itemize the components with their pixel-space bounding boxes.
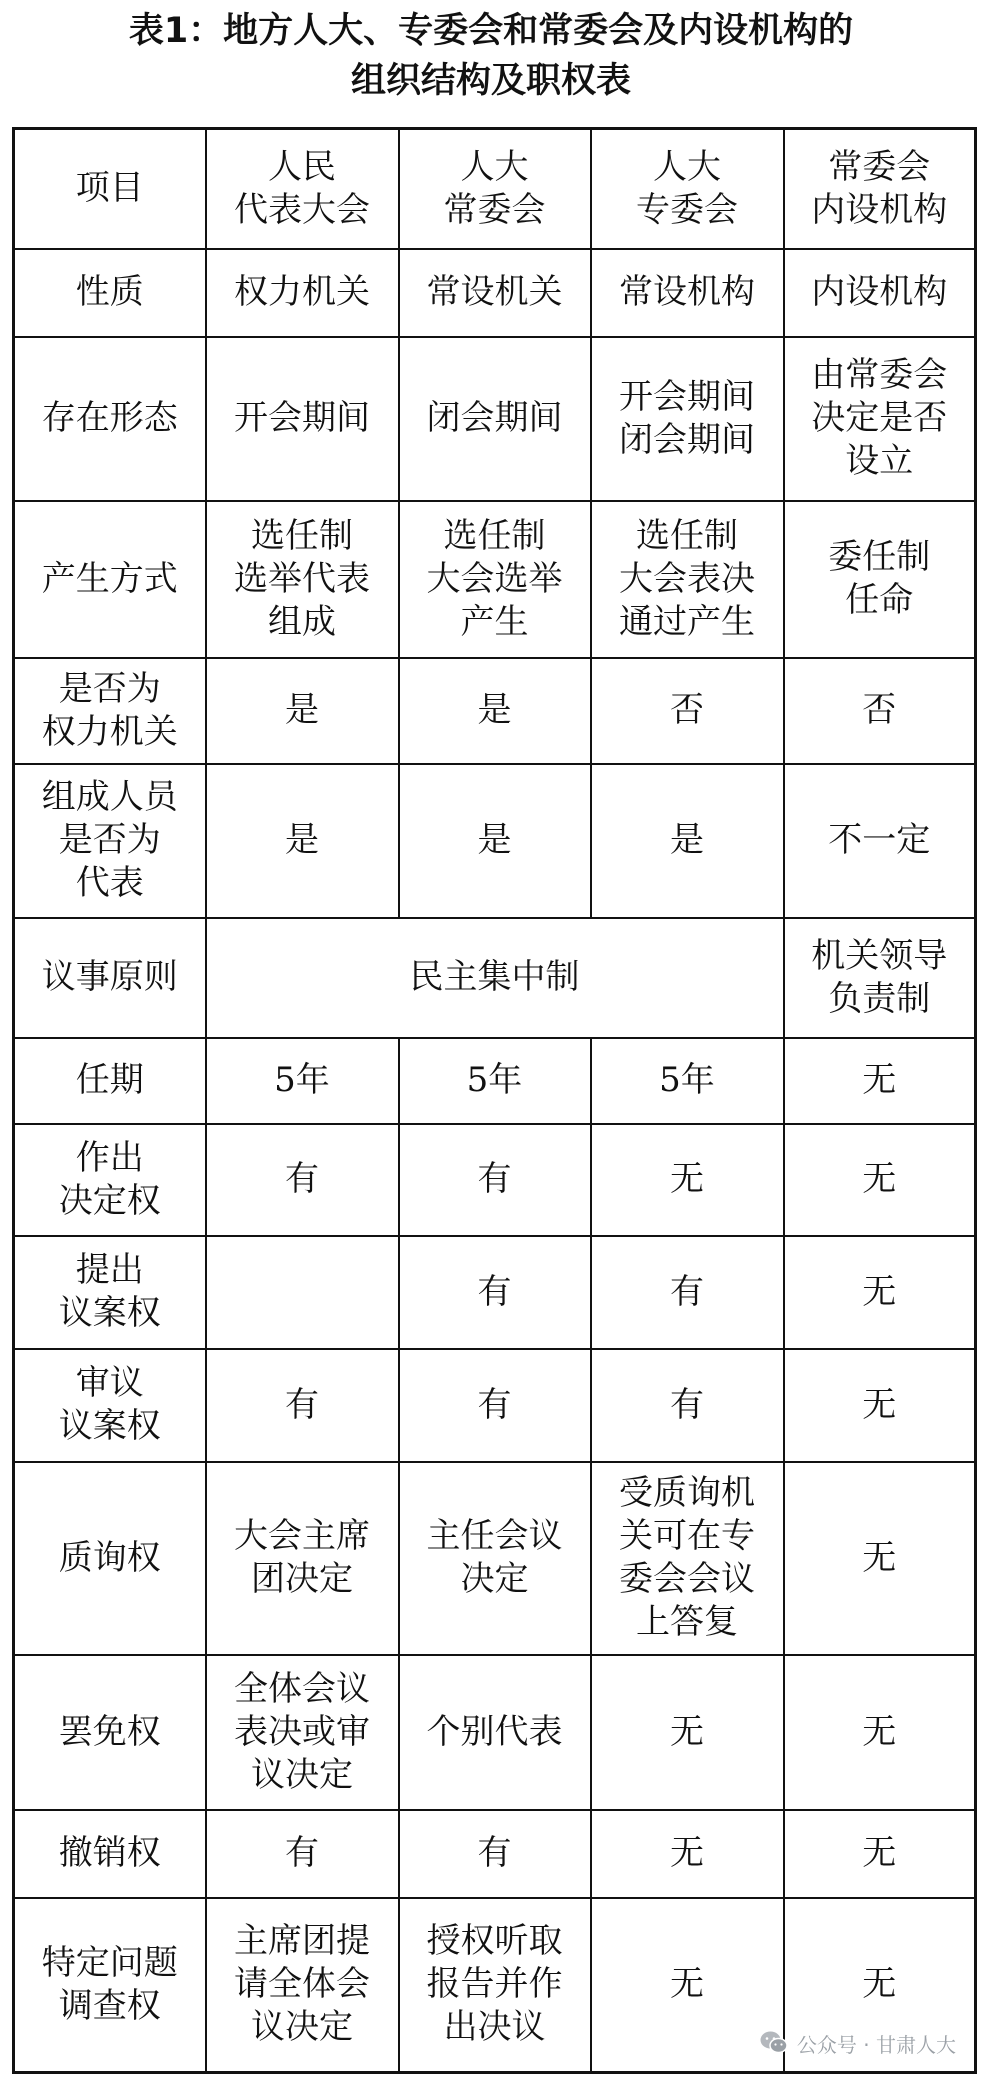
table-cell: 选任制 大会表决 通过产生 bbox=[591, 501, 784, 658]
table-header-row bbox=[14, 129, 976, 249]
table-cell: 内设机构 bbox=[784, 249, 976, 337]
watermark-text: 公众号 · 甘肃人大 bbox=[796, 2032, 956, 2057]
table-row bbox=[14, 1236, 976, 1349]
table-cell: 无 bbox=[591, 1124, 784, 1236]
row-label: 作出 决定权 bbox=[14, 1124, 206, 1236]
table-cell: 有 bbox=[206, 1810, 399, 1898]
table-cell: 有 bbox=[591, 1236, 784, 1349]
table-cell: 无 bbox=[591, 1898, 784, 2073]
table-cell: 无 bbox=[784, 1898, 976, 2073]
header-cell: 人大 专委会 bbox=[591, 129, 784, 249]
table-row bbox=[14, 918, 976, 1038]
table-row bbox=[14, 1124, 976, 1236]
wechat-icon bbox=[759, 2030, 789, 2056]
table-cell: 是 bbox=[591, 764, 784, 918]
table-cell: 机关领导 负责制 bbox=[784, 918, 976, 1038]
row-label: 提出 议案权 bbox=[14, 1236, 206, 1349]
table-cell: 否 bbox=[591, 658, 784, 764]
table-cell: 无 bbox=[784, 1236, 976, 1349]
title-line-2: 组织结构及职权表 bbox=[350, 61, 631, 101]
table-row bbox=[14, 1810, 976, 1898]
table-cell: 无 bbox=[784, 1655, 976, 1810]
document-title bbox=[0, 6, 982, 106]
table-cell: 主任会议 决定 bbox=[399, 1462, 591, 1655]
table-row bbox=[14, 658, 976, 764]
table-cell: 无 bbox=[784, 1124, 976, 1236]
table-row bbox=[14, 337, 976, 501]
table-cell: 有 bbox=[591, 1349, 784, 1462]
table-cell: 是 bbox=[399, 764, 591, 918]
table-cell: 有 bbox=[206, 1124, 399, 1236]
table-cell: 有 bbox=[206, 1349, 399, 1462]
header-cell: 人大 常委会 bbox=[399, 129, 591, 249]
table-cell: 个别代表 bbox=[399, 1655, 591, 1810]
table-cell: 常设机构 bbox=[591, 249, 784, 337]
row-label: 议事原则 bbox=[14, 918, 206, 1038]
table-row bbox=[14, 501, 976, 658]
table-cell: 5年 bbox=[591, 1038, 784, 1124]
table-cell: 有 bbox=[399, 1349, 591, 1462]
header-cell: 人民 代表大会 bbox=[206, 129, 399, 249]
table-cell: 委任制 任命 bbox=[784, 501, 976, 658]
table-cell: 有 bbox=[399, 1810, 591, 1898]
row-label: 罢免权 bbox=[14, 1655, 206, 1810]
table-cell: 大会主席 团决定 bbox=[206, 1462, 399, 1655]
table-cell: 有 bbox=[399, 1124, 591, 1236]
row-label: 是否为 权力机关 bbox=[14, 658, 206, 764]
table-cell: 权力机关 bbox=[206, 249, 399, 337]
table-cell: 开会期间 bbox=[206, 337, 399, 501]
table-row bbox=[14, 1349, 976, 1462]
table-cell: 有 bbox=[399, 1236, 591, 1349]
row-label: 审议 议案权 bbox=[14, 1349, 206, 1462]
table-cell: 由常委会 决定是否 设立 bbox=[784, 337, 976, 501]
header-cell: 常委会 内设机构 bbox=[784, 129, 976, 249]
table-cell: 不一定 bbox=[784, 764, 976, 918]
table-cell: 授权听取 报告并作 出决议 bbox=[399, 1898, 591, 2073]
table-cell: 选任制 大会选举 产生 bbox=[399, 501, 591, 658]
table-cell: 常设机关 bbox=[399, 249, 591, 337]
table-cell bbox=[206, 1236, 399, 1349]
row-label: 特定问题 调查权 bbox=[14, 1898, 206, 2073]
watermark bbox=[759, 2026, 956, 2060]
table-cell: 是 bbox=[206, 658, 399, 764]
table-cell: 是 bbox=[399, 658, 591, 764]
table-cell: 无 bbox=[784, 1038, 976, 1124]
table-cell: 无 bbox=[784, 1810, 976, 1898]
row-label: 产生方式 bbox=[14, 501, 206, 658]
row-label: 撤销权 bbox=[14, 1810, 206, 1898]
table-cell: 否 bbox=[784, 658, 976, 764]
table-cell: 开会期间 闭会期间 bbox=[591, 337, 784, 501]
table-row bbox=[14, 1462, 976, 1655]
row-label: 性质 bbox=[14, 249, 206, 337]
title-line-1: 表1：地方人大、专委会和常委会及内设机构的 bbox=[128, 11, 854, 51]
table-cell: 无 bbox=[784, 1349, 976, 1462]
table-cell: 是 bbox=[206, 764, 399, 918]
table-row bbox=[14, 1038, 976, 1124]
table-cell: 闭会期间 bbox=[399, 337, 591, 501]
table-cell-merged: 民主集中制 bbox=[206, 918, 784, 1038]
row-label: 质询权 bbox=[14, 1462, 206, 1655]
table-row bbox=[14, 249, 976, 337]
table-cell: 无 bbox=[591, 1810, 784, 1898]
row-label: 组成人员 是否为 代表 bbox=[14, 764, 206, 918]
authority-table bbox=[12, 127, 977, 2074]
table-cell: 选任制 选举代表 组成 bbox=[206, 501, 399, 658]
header-cell: 项目 bbox=[14, 129, 206, 249]
table-cell: 无 bbox=[784, 1462, 976, 1655]
table-cell: 5年 bbox=[206, 1038, 399, 1124]
row-label: 存在形态 bbox=[14, 337, 206, 501]
table-cell: 无 bbox=[591, 1655, 784, 1810]
row-label: 任期 bbox=[14, 1038, 206, 1124]
table-row bbox=[14, 764, 976, 918]
table-cell: 主席团提 请全体会 议决定 bbox=[206, 1898, 399, 2073]
table-cell: 5年 bbox=[399, 1038, 591, 1124]
table-cell: 受质询机 关可在专 委会会议 上答复 bbox=[591, 1462, 784, 1655]
table-row bbox=[14, 1655, 976, 1810]
table-cell: 全体会议 表决或审 议决定 bbox=[206, 1655, 399, 1810]
